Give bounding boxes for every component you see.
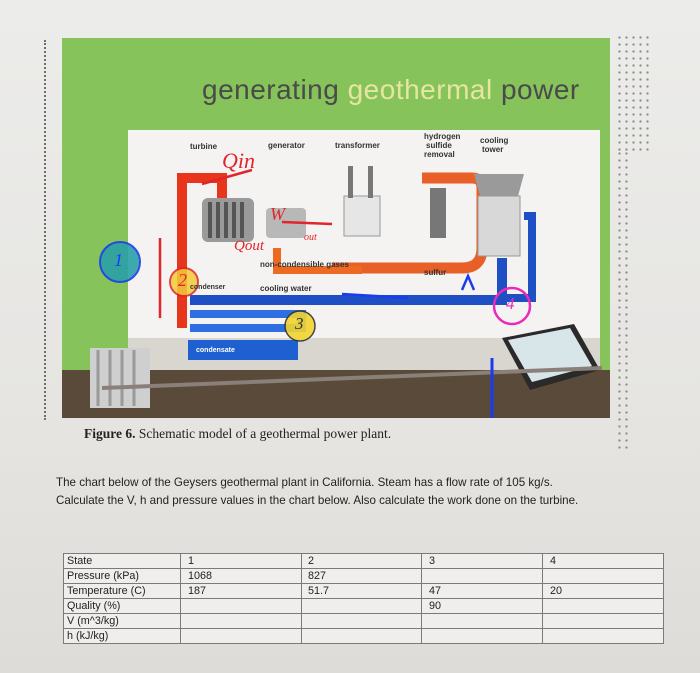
cooling-tower-top [474, 174, 524, 196]
figure-caption [84, 426, 391, 442]
transformer [344, 196, 380, 236]
label-non-condensible-gases: non-condensible gases [260, 260, 349, 269]
label-generator: generator [268, 141, 305, 150]
table-cell: 187 [181, 584, 302, 599]
ink-label-out: out [304, 232, 317, 243]
table-cell: 51.7 [302, 584, 422, 599]
row-label-cell: State [64, 554, 181, 569]
ink-label-qout: Qout [234, 238, 264, 254]
dotted-margin-left [44, 40, 50, 420]
title-word-power: power [492, 74, 580, 105]
table-cell: 827 [302, 569, 422, 584]
table-cell [543, 614, 664, 629]
problem-line-2: Calculate the V, h and pressure values in the chart below. Also calculate the work done on the turbine. [56, 494, 579, 507]
ink-label-w: W [270, 204, 285, 224]
label-cooling-water: cooling water [260, 284, 312, 293]
table-row [64, 569, 664, 584]
table-cell [543, 599, 664, 614]
dotted-margin-right-lower [616, 150, 628, 450]
label-sulfide: sulfide [426, 141, 452, 150]
geothermal-slide [62, 38, 610, 418]
ink-label-qin: Qin [222, 148, 255, 173]
table-row [64, 584, 664, 599]
table-header-row [64, 554, 664, 569]
table-cell [181, 599, 302, 614]
table-row [64, 614, 664, 629]
row-label-cell: V (m^3/kg) [64, 614, 181, 629]
table-cell [422, 629, 543, 644]
label-condensate: condensate [196, 347, 235, 354]
cooling-tower [478, 196, 520, 256]
table-cell [302, 599, 422, 614]
row-label-cell: Pressure (kPa) [64, 569, 181, 584]
table-cell [181, 629, 302, 644]
label-tower: tower [482, 145, 504, 154]
transformer-bushing-2 [368, 166, 373, 198]
table-cell [181, 614, 302, 629]
label-sulfur: sulfur [424, 268, 447, 277]
state-table [63, 553, 664, 644]
table-cell [422, 614, 543, 629]
table-row [64, 599, 664, 614]
ink-number-3: 3 [295, 314, 304, 333]
table-cell: 3 [422, 554, 543, 569]
label-transformer: transformer [335, 141, 380, 150]
h2s-removal-column [430, 188, 446, 238]
label-turbine: turbine [190, 142, 218, 151]
table-cell [543, 569, 664, 584]
table-cell: 4 [543, 554, 664, 569]
plant-schematic [62, 38, 610, 418]
table-row [64, 629, 664, 644]
ink-arrow-up [462, 276, 474, 290]
table-cell: 1 [181, 554, 302, 569]
table-cell: 1068 [181, 569, 302, 584]
label-hydrogen: hydrogen [424, 132, 461, 141]
label-removal: removal [424, 150, 455, 159]
row-label-cell: Quality (%) [64, 599, 181, 614]
title-word-geothermal: geothermal [347, 74, 493, 105]
table-cell [302, 629, 422, 644]
table-cell: 2 [302, 554, 422, 569]
title-word-generating: generating [202, 74, 348, 105]
problem-line-1: The chart below of the Geysers geothermal plant in California. Steam has a flow rate of 105 kg/s. [56, 476, 553, 489]
table-cell: 47 [422, 584, 543, 599]
row-label-cell: Temperature (C) [64, 584, 181, 599]
table-cell: 20 [543, 584, 664, 599]
problem-statement [56, 474, 656, 510]
table-cell [543, 629, 664, 644]
ink-number-4: 4 [506, 294, 515, 313]
ink-number-2: 2 [178, 270, 187, 290]
transformer-bushing-1 [348, 166, 353, 198]
figure-caption-text: Schematic model of a geothermal power plant. [135, 426, 392, 441]
row-label-cell: h (kJ/kg) [64, 629, 181, 644]
ink-number-1: 1 [114, 250, 123, 270]
table-cell: 90 [422, 599, 543, 614]
label-condenser: condenser [190, 284, 226, 291]
figure-label: Figure 6. [84, 426, 136, 441]
table-cell [302, 614, 422, 629]
table-cell [422, 569, 543, 584]
dotted-margin-right [616, 34, 650, 154]
label-cooling: cooling [480, 136, 509, 145]
